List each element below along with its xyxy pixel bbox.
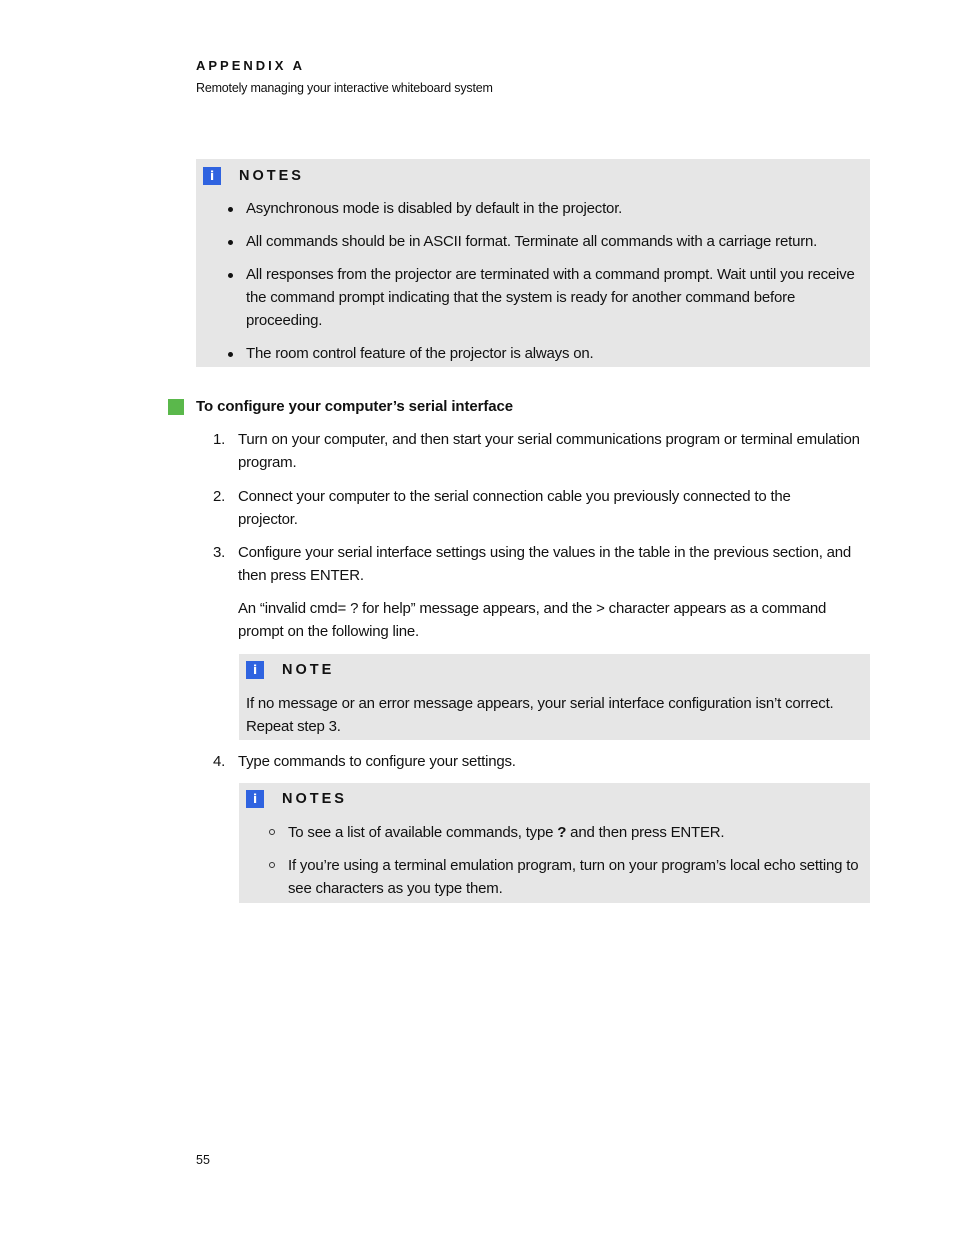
step-followup-text: An “invalid cmd= ? for help” message appears, and the > character appears as a command prompt on the following line. [238,600,827,640]
info-icon: i [203,167,221,185]
procedure-icon [168,399,184,415]
notes-list [239,821,864,910]
info-icon: i [246,661,264,679]
note-text: If no message or an error message appears, your serial interface configuration isn’t correct. Repeat step 3. [246,695,834,735]
step-text: Type commands to configure your settings. [238,753,516,770]
procedure-step [213,428,873,474]
note-box-step3 [239,654,870,740]
notes-title: NOTES [282,791,347,807]
list-item-text: and then press ENTER. [566,824,725,841]
note-header [246,660,334,680]
notes-box-top [196,159,870,367]
notes-list [196,197,866,375]
procedure-title: To configure your computer’s serial interface [196,398,513,415]
notes-header [246,789,347,809]
appendix-label: APPENDIX A [196,58,305,73]
step-number: 1. [213,431,226,448]
procedure-heading [168,398,513,415]
list-item: If you’re using a terminal emulation program, turn on your program’s local echo setting to see characters as you type them. [239,854,864,900]
procedure-step [213,485,873,531]
appendix-subtitle: Remotely managing your interactive whiteboard system [196,81,493,95]
page-number: 55 [196,1153,210,1167]
step-number: 2. [213,488,226,505]
list-item: All responses from the projector are terminated with a command prompt. Wait until you receive the command prompt indicating that the system is ready for another command before proceeding. [196,263,866,332]
notes-title: NOTES [239,168,304,184]
info-icon: i [246,790,264,808]
step-text: Connect your computer to the serial connection cable you previously connected to the projector. [238,488,791,528]
note-title: NOTE [282,662,335,678]
procedure-step [213,541,873,587]
list-item: The room control feature of the projector is always on. [196,342,866,365]
list-item-text: To see a list of available commands, type [288,824,558,841]
step-text: Turn on your computer, and then start your serial communications program or terminal emulation program. [238,431,860,471]
step-number: 3. [213,544,226,561]
list-item [239,821,864,844]
notes-header [203,166,304,186]
list-item: Asynchronous mode is disabled by default in the projector. [196,197,866,220]
step-number: 4. [213,753,226,770]
notes-box-step4 [239,783,870,903]
list-item: All commands should be in ASCII format. Terminate all commands with a carriage return. [196,230,866,253]
command-text: ? [557,824,567,841]
procedure-step [213,750,873,773]
step-text: Configure your serial interface settings using the values in the table in the previous section, and then press ENTER. [238,544,852,584]
